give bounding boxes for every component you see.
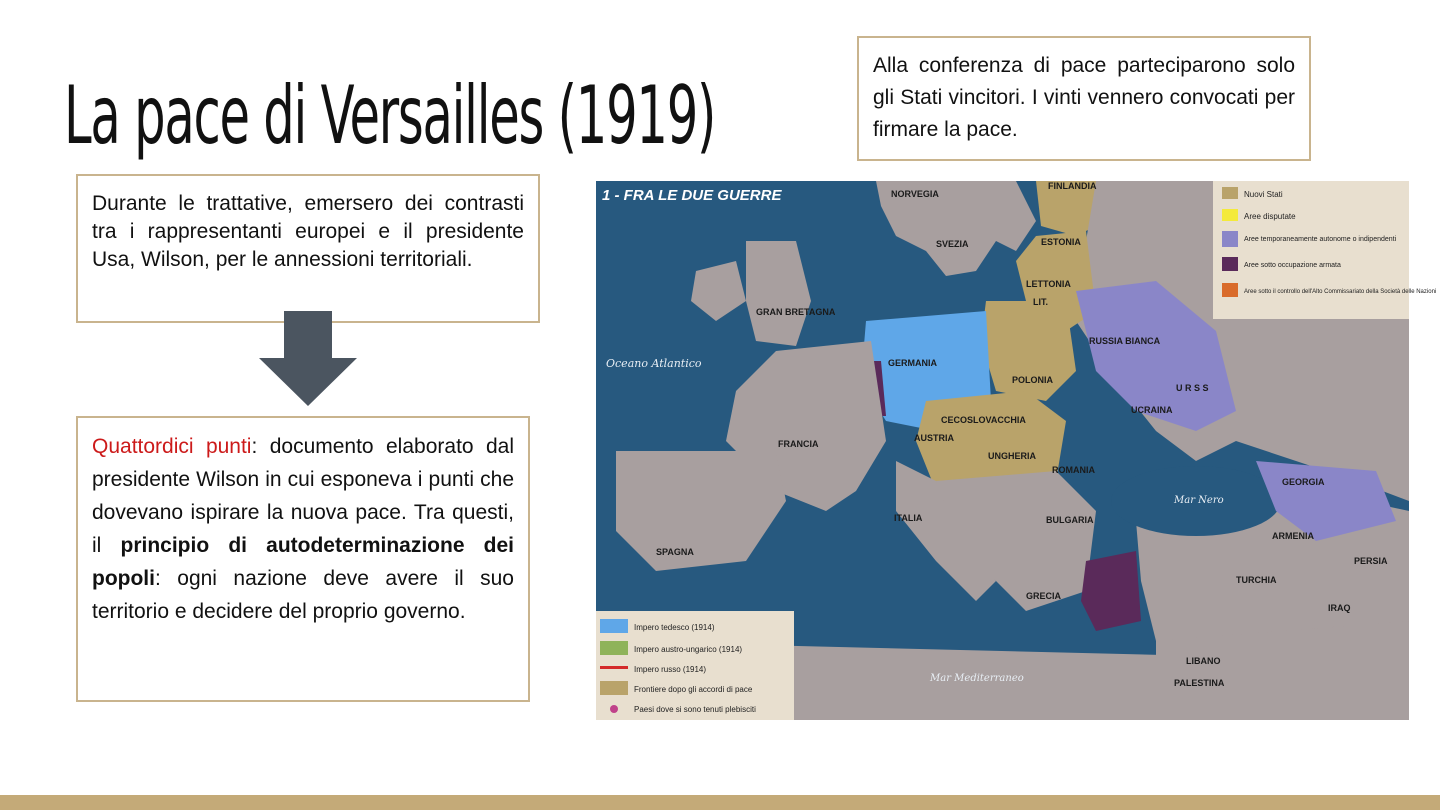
map-label-libano: LIBANO	[1186, 656, 1221, 666]
map-label-turchia: TURCHIA	[1236, 575, 1277, 585]
info-box-negotiations	[76, 174, 540, 323]
map-label-norvegia: NORVEGIA	[891, 189, 939, 199]
map-label-estonia: ESTONIA	[1041, 237, 1081, 247]
map-label-svezia: SVEZIA	[936, 239, 969, 249]
map-label-bulgaria: BULGARIA	[1046, 515, 1094, 525]
map-label-lit: LIT.	[1033, 297, 1048, 307]
map-label-mar-mediterraneo: Mar Mediterraneo	[930, 673, 1024, 684]
legend-impero-tedesco: Impero tedesco (1914)	[634, 623, 715, 632]
map-label-spagna: SPAGNA	[656, 547, 694, 557]
fourteen-points-highlight: Quattordici punti	[92, 435, 252, 458]
map-label-finlandia: FINLANDIA	[1048, 181, 1097, 191]
legend-alto-commissariato: Aree sotto il controllo dell'Alto Commissariato della Società delle Nazioni	[1244, 289, 1437, 295]
map-label-urss: U R S S	[1176, 383, 1209, 393]
legend-impero-russo: Impero russo (1914)	[634, 665, 707, 674]
map-label-persia: PERSIA	[1354, 556, 1388, 566]
map-label-iraq: IRAQ	[1328, 603, 1351, 613]
map-label-oceano: Oceano Atlantico	[606, 357, 702, 370]
map-label-ungheria: UNGHERIA	[988, 451, 1037, 461]
legend-aree-autonome: Aree temporaneamente autonome o indipendenti	[1244, 236, 1397, 243]
down-arrow-icon	[259, 311, 357, 406]
page-title: La pace di Versailles (1919)	[64, 69, 716, 162]
map-title: 1 - FRA LE DUE GUERRE	[602, 187, 782, 204]
map-label-gran-bretagna: GRAN BRETAGNA	[756, 307, 836, 317]
info-box-conference-text: Alla conferenza di pace parteciparono solo gli Stati vincitori. I vinti vennero convocati per firmare la pace.	[873, 54, 1295, 141]
legend-plebisciti: Paesi dove si sono tenuti plebisciti	[634, 705, 756, 714]
legend-frontiere: Frontiere dopo gli accordi di pace	[634, 685, 753, 694]
map-label-polonia: POLONIA	[1012, 375, 1054, 385]
map-label-grecia: GRECIA	[1026, 591, 1062, 601]
fourteen-points-text-b: : ogni nazione deve avere il suo territorio e decidere del proprio governo.	[92, 567, 514, 623]
map-label-romania: ROMANIA	[1052, 465, 1095, 475]
map-label-italia: ITALIA	[894, 513, 923, 523]
map-label-georgia: GEORGIA	[1282, 477, 1325, 487]
map-label-ucraina: UCRAINA	[1131, 405, 1173, 415]
map-label-lettonia: LETTONIA	[1026, 279, 1071, 289]
map-label-cecoslovacchia: CECOSLOVACCHIA	[941, 415, 1026, 425]
self-determination-bold: principio di autodeterminazione dei popoli	[92, 534, 514, 590]
legend-occupazione: Aree sotto occupazione armata	[1244, 262, 1341, 269]
bottom-accent-bar	[0, 795, 1440, 810]
map-label-austria: AUSTRIA	[914, 433, 954, 443]
info-box-negotiations-text: Durante le trattative, emersero dei contrasti tra i rappresentanti europei e il presidente Usa, Wilson, per le annessioni territoriali.	[92, 192, 524, 271]
legend-nuovi-stati: Nuovi Stati	[1244, 190, 1283, 199]
map-label-armenia: ARMENIA	[1272, 531, 1314, 541]
legend-aree-disputate: Aree disputate	[1244, 212, 1296, 221]
legend-impero-austro: Impero austro-ungarico (1914)	[634, 645, 743, 654]
info-box-conference	[857, 36, 1311, 161]
map-label-germania: GERMANIA	[888, 358, 937, 368]
fourteen-points-text	[92, 430, 514, 628]
map-label-mar-nero: Mar Nero	[1174, 495, 1224, 506]
info-box-fourteen-points	[76, 416, 530, 702]
europe-map-image	[596, 181, 1437, 720]
map-label-russia-bianca: RUSSIA BIANCA	[1089, 336, 1161, 346]
map-label-francia: FRANCIA	[778, 439, 819, 449]
fourteen-points-text-a: : documento elaborato dal presidente Wilson in cui esponeva i punti che dovevano ispirare la nuova pace. Tra questi, il	[92, 435, 514, 557]
map-label-palestina: PALESTINA	[1174, 678, 1225, 688]
